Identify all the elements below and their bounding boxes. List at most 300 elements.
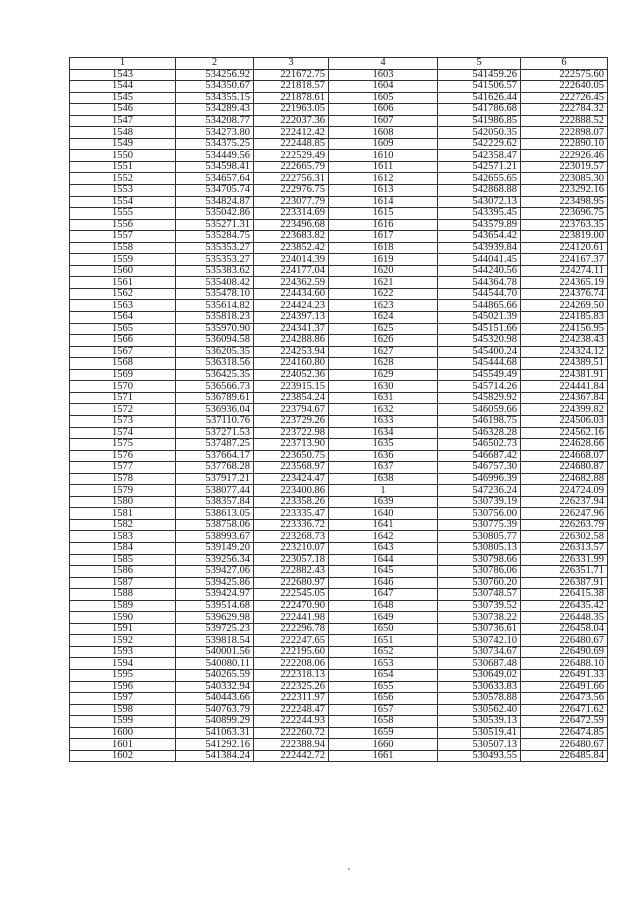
table-cell: 1552 bbox=[70, 173, 176, 185]
table-cell: 222470.90 bbox=[254, 600, 329, 612]
table-cell: 539256.34 bbox=[176, 554, 254, 566]
table-cell: 1603 bbox=[329, 69, 438, 81]
table-cell: 530786.06 bbox=[438, 566, 521, 578]
table-cell: 541063.31 bbox=[176, 727, 254, 739]
table-row bbox=[70, 358, 608, 370]
table-cell: 224628.66 bbox=[521, 439, 608, 451]
table-row bbox=[70, 439, 608, 451]
table-cell: 1584 bbox=[70, 542, 176, 554]
table-cell: 224399.82 bbox=[521, 404, 608, 416]
table-row bbox=[70, 369, 608, 381]
table-cell: 1604 bbox=[329, 81, 438, 93]
table-cell: 1617 bbox=[329, 231, 438, 243]
table-cell: 1578 bbox=[70, 473, 176, 485]
table-cell: 545400.24 bbox=[438, 346, 521, 358]
table-cell: 1588 bbox=[70, 589, 176, 601]
table-cell: 1615 bbox=[329, 208, 438, 220]
table-cell: 1611 bbox=[329, 161, 438, 173]
table-cell: 223498.95 bbox=[521, 196, 608, 208]
table-cell: 1563 bbox=[70, 300, 176, 312]
table-cell: 226473.56 bbox=[521, 693, 608, 705]
table-cell: 530760.20 bbox=[438, 577, 521, 589]
table-cell: 1551 bbox=[70, 161, 176, 173]
table-cell: 1631 bbox=[329, 392, 438, 404]
table-cell: 1638 bbox=[329, 473, 438, 485]
table-cell: 1550 bbox=[70, 150, 176, 162]
table-cell: 226302.58 bbox=[521, 531, 608, 543]
table-cell: 546757.30 bbox=[438, 462, 521, 474]
table-cell: 1577 bbox=[70, 462, 176, 474]
table-cell: 226263.79 bbox=[521, 519, 608, 531]
table-cell: 222037.36 bbox=[254, 115, 329, 127]
table-cell: 544865.66 bbox=[438, 300, 521, 312]
table-cell: 222311.97 bbox=[254, 693, 329, 705]
table-row bbox=[70, 173, 608, 185]
table-cell: 224668.07 bbox=[521, 450, 608, 462]
table-cell: 222441.98 bbox=[254, 612, 329, 624]
table-row bbox=[70, 589, 608, 601]
table-cell: 530633.83 bbox=[438, 681, 521, 693]
table-cell: 226480.67 bbox=[521, 739, 608, 751]
table-cell: 223713.90 bbox=[254, 439, 329, 451]
table-row bbox=[70, 658, 608, 670]
table-cell: 223852.42 bbox=[254, 242, 329, 254]
table-cell: 1616 bbox=[329, 219, 438, 231]
table-cell: 534705.74 bbox=[176, 185, 254, 197]
table-cell: 224376.74 bbox=[521, 288, 608, 300]
table-cell: 1544 bbox=[70, 81, 176, 93]
table-cell: 535408.42 bbox=[176, 277, 254, 289]
table-cell: 542050.35 bbox=[438, 127, 521, 139]
table-cell: 1546 bbox=[70, 104, 176, 116]
table-cell: 1641 bbox=[329, 519, 438, 531]
table-cell: 1602 bbox=[70, 750, 176, 762]
table-cell: 530738.22 bbox=[438, 612, 521, 624]
table-cell: 223854.24 bbox=[254, 392, 329, 404]
table-cell: 224562.16 bbox=[521, 427, 608, 439]
table-cell: 541384.24 bbox=[176, 750, 254, 762]
table-cell: 222756.31 bbox=[254, 173, 329, 185]
table-cell: 224397.13 bbox=[254, 312, 329, 324]
table-row bbox=[70, 231, 608, 243]
table-cell: 534449.56 bbox=[176, 150, 254, 162]
table-cell: 222318.13 bbox=[254, 669, 329, 681]
table-cell: 1598 bbox=[70, 704, 176, 716]
table-cell: 536566.73 bbox=[176, 381, 254, 393]
table-cell: 1613 bbox=[329, 185, 438, 197]
table-cell: 530519.41 bbox=[438, 727, 521, 739]
table-cell: 530736.61 bbox=[438, 623, 521, 635]
table-cell: 224680.87 bbox=[521, 462, 608, 474]
table-row bbox=[70, 323, 608, 335]
table-row bbox=[70, 635, 608, 647]
table-cell: 543939.84 bbox=[438, 242, 521, 254]
table-cell: 1620 bbox=[329, 265, 438, 277]
table-cell: 224324.12 bbox=[521, 346, 608, 358]
table-cell: 222247.65 bbox=[254, 635, 329, 647]
table-cell: 1599 bbox=[70, 716, 176, 728]
table-cell: 534355.15 bbox=[176, 92, 254, 104]
table-row bbox=[70, 127, 608, 139]
table-cell: 1635 bbox=[329, 439, 438, 451]
table-row bbox=[70, 138, 608, 150]
table-cell: 226491.66 bbox=[521, 681, 608, 693]
table-cell: 1591 bbox=[70, 623, 176, 635]
table-row bbox=[70, 254, 608, 266]
table-cell: 542571.21 bbox=[438, 161, 521, 173]
table-cell: 1627 bbox=[329, 346, 438, 358]
table-cell: 1639 bbox=[329, 496, 438, 508]
table-cell: 223496.68 bbox=[254, 219, 329, 231]
table-cell: 540763.79 bbox=[176, 704, 254, 716]
table-cell: 224362.59 bbox=[254, 277, 329, 289]
table-cell: 1549 bbox=[70, 138, 176, 150]
table-cell: 530805.77 bbox=[438, 531, 521, 543]
table-cell: 224156.95 bbox=[521, 323, 608, 335]
table-row bbox=[70, 69, 608, 81]
table-row bbox=[70, 727, 608, 739]
table-cell: 542229.62 bbox=[438, 138, 521, 150]
table-cell: 541292.16 bbox=[176, 739, 254, 751]
table-row bbox=[70, 508, 608, 520]
table-row bbox=[70, 485, 608, 497]
table-cell: 222926.46 bbox=[521, 150, 608, 162]
table-cell: 539629.98 bbox=[176, 612, 254, 624]
table-cell: 222890.10 bbox=[521, 138, 608, 150]
table-cell: 540899.29 bbox=[176, 716, 254, 728]
table-cell: 540332.94 bbox=[176, 681, 254, 693]
table-row bbox=[70, 681, 608, 693]
table-cell: 541506.57 bbox=[438, 81, 521, 93]
table-cell: 224381.91 bbox=[521, 369, 608, 381]
table-cell: 534289.43 bbox=[176, 104, 254, 116]
table-cell: 1633 bbox=[329, 415, 438, 427]
table-cell: 534375.25 bbox=[176, 138, 254, 150]
table-cell: 536425.35 bbox=[176, 369, 254, 381]
table-cell: 223314.69 bbox=[254, 208, 329, 220]
table-cell: 540443.66 bbox=[176, 693, 254, 705]
table-cell: 221672.75 bbox=[254, 69, 329, 81]
table-cell: 1605 bbox=[329, 92, 438, 104]
table-cell: 1587 bbox=[70, 577, 176, 589]
table-cell: 222545.05 bbox=[254, 589, 329, 601]
table-cell: 540265.59 bbox=[176, 669, 254, 681]
table-cell: 1557 bbox=[70, 231, 176, 243]
table-cell: 530739.19 bbox=[438, 496, 521, 508]
table-cell: 1547 bbox=[70, 115, 176, 127]
table-cell: 543395.45 bbox=[438, 208, 521, 220]
table-cell: 538993.67 bbox=[176, 531, 254, 543]
table-row bbox=[70, 265, 608, 277]
table-cell: 545549.49 bbox=[438, 369, 521, 381]
table-cell: 223085.30 bbox=[521, 173, 608, 185]
table-cell: 222680.97 bbox=[254, 577, 329, 589]
table-cell: 1657 bbox=[329, 704, 438, 716]
table-cell: 224434.60 bbox=[254, 288, 329, 300]
table-cell: 535353.27 bbox=[176, 254, 254, 266]
table-cell: 222575.60 bbox=[521, 69, 608, 81]
table-cell: 226331.99 bbox=[521, 554, 608, 566]
table-row bbox=[70, 716, 608, 728]
table-cell: 223336.72 bbox=[254, 519, 329, 531]
table-row bbox=[70, 404, 608, 416]
table-cell: 538613.05 bbox=[176, 508, 254, 520]
table-cell: 547236.24 bbox=[438, 485, 521, 497]
table-cell: 1560 bbox=[70, 265, 176, 277]
table-row bbox=[70, 669, 608, 681]
table-row bbox=[70, 104, 608, 116]
table-cell: 1642 bbox=[329, 531, 438, 543]
table-cell: 541459.26 bbox=[438, 69, 521, 81]
table-cell: 224120.61 bbox=[521, 242, 608, 254]
table-row bbox=[70, 542, 608, 554]
table-cell: 530756.00 bbox=[438, 508, 521, 520]
table-cell: 222888.52 bbox=[521, 115, 608, 127]
table-row bbox=[70, 612, 608, 624]
table-cell: 1647 bbox=[329, 589, 438, 601]
table-cell: 546059.66 bbox=[438, 404, 521, 416]
table-cell: 1621 bbox=[329, 277, 438, 289]
table-cell: 222248.47 bbox=[254, 704, 329, 716]
table-cell: 1573 bbox=[70, 415, 176, 427]
table-cell: 224288.86 bbox=[254, 335, 329, 347]
table-cell: 223794.67 bbox=[254, 404, 329, 416]
table-cell: 224167.37 bbox=[521, 254, 608, 266]
table-cell: 1589 bbox=[70, 600, 176, 612]
table-cell: 226471.62 bbox=[521, 704, 608, 716]
table-cell: 226491.33 bbox=[521, 669, 608, 681]
table-cell: 540001.56 bbox=[176, 646, 254, 658]
table-cell: 543654.42 bbox=[438, 231, 521, 243]
table-cell: 536936.04 bbox=[176, 404, 254, 416]
table-cell: 226480.67 bbox=[521, 635, 608, 647]
table-cell: 536789.61 bbox=[176, 392, 254, 404]
table-cell: 1614 bbox=[329, 196, 438, 208]
table-cell: 226474.85 bbox=[521, 727, 608, 739]
table-cell: 223400.86 bbox=[254, 485, 329, 497]
table-row bbox=[70, 312, 608, 324]
table-cell: 530539.13 bbox=[438, 716, 521, 728]
table-cell: 1595 bbox=[70, 669, 176, 681]
table-cell: 1597 bbox=[70, 693, 176, 705]
table-row bbox=[70, 496, 608, 508]
table-cell: 1543 bbox=[70, 69, 176, 81]
table-row bbox=[70, 335, 608, 347]
table-cell: 535353.27 bbox=[176, 242, 254, 254]
table-cell: 1576 bbox=[70, 450, 176, 462]
table-cell: 223729.26 bbox=[254, 415, 329, 427]
table-cell: 223268.73 bbox=[254, 531, 329, 543]
table-cell: 1644 bbox=[329, 554, 438, 566]
table-cell: 1659 bbox=[329, 727, 438, 739]
table-cell: 530649.02 bbox=[438, 669, 521, 681]
table-row bbox=[70, 242, 608, 254]
table-cell: 1575 bbox=[70, 439, 176, 451]
table-cell: 1581 bbox=[70, 508, 176, 520]
table-cell: 537487.25 bbox=[176, 439, 254, 451]
table-cell: 224052.36 bbox=[254, 369, 329, 381]
table-cell: 536094.58 bbox=[176, 335, 254, 347]
table-cell: 542655.65 bbox=[438, 173, 521, 185]
table-cell: 224238.43 bbox=[521, 335, 608, 347]
table-cell: 535614.82 bbox=[176, 300, 254, 312]
table-cell: 535818.23 bbox=[176, 312, 254, 324]
table-cell: 545444.68 bbox=[438, 358, 521, 370]
table-cell: 1607 bbox=[329, 115, 438, 127]
table-cell: 222529.49 bbox=[254, 150, 329, 162]
table-cell: 1565 bbox=[70, 323, 176, 335]
table-row bbox=[70, 600, 608, 612]
table-cell: 539149.20 bbox=[176, 542, 254, 554]
table-row bbox=[70, 739, 608, 751]
table-cell: 222442.72 bbox=[254, 750, 329, 762]
table-row bbox=[70, 185, 608, 197]
table-cell: 1624 bbox=[329, 312, 438, 324]
table-cell: 534350.67 bbox=[176, 81, 254, 93]
table-cell: 530775.39 bbox=[438, 519, 521, 531]
table-cell: 538758.06 bbox=[176, 519, 254, 531]
table-row bbox=[70, 646, 608, 658]
table-cell: 1618 bbox=[329, 242, 438, 254]
table-cell: 223696.75 bbox=[521, 208, 608, 220]
table-cell: 1574 bbox=[70, 427, 176, 439]
table-cell: 539514.68 bbox=[176, 600, 254, 612]
table-cell: 1610 bbox=[329, 150, 438, 162]
table-row bbox=[70, 81, 608, 93]
table-cell: 544240.56 bbox=[438, 265, 521, 277]
column-header: 2 bbox=[176, 58, 254, 70]
table-cell: 546198.75 bbox=[438, 415, 521, 427]
table-cell: 1592 bbox=[70, 635, 176, 647]
table-cell: 1652 bbox=[329, 646, 438, 658]
table-cell: 222244.93 bbox=[254, 716, 329, 728]
table-cell: 1582 bbox=[70, 519, 176, 531]
table-row bbox=[70, 554, 608, 566]
table-cell: 224682.88 bbox=[521, 473, 608, 485]
table-cell: 224441.84 bbox=[521, 381, 608, 393]
table-cell: 537664.17 bbox=[176, 450, 254, 462]
table-cell: 222665.79 bbox=[254, 161, 329, 173]
table-cell: 1600 bbox=[70, 727, 176, 739]
table-cell: 1654 bbox=[329, 669, 438, 681]
table-cell: 1661 bbox=[329, 750, 438, 762]
table-row bbox=[70, 623, 608, 635]
table-cell: 224185.83 bbox=[521, 312, 608, 324]
table-cell: 222976.75 bbox=[254, 185, 329, 197]
table-cell: 545021.39 bbox=[438, 312, 521, 324]
table-cell: 1596 bbox=[70, 681, 176, 693]
table-cell: 1562 bbox=[70, 288, 176, 300]
table-row bbox=[70, 462, 608, 474]
table-cell: 226485.84 bbox=[521, 750, 608, 762]
table-cell: 539425.86 bbox=[176, 577, 254, 589]
table-cell: 221878.61 bbox=[254, 92, 329, 104]
table-header-row bbox=[70, 58, 608, 70]
table-cell: 222784.32 bbox=[521, 104, 608, 116]
table-cell: 222388.94 bbox=[254, 739, 329, 751]
table-cell: 535284.75 bbox=[176, 231, 254, 243]
table-row bbox=[70, 577, 608, 589]
table-cell: 226247.96 bbox=[521, 508, 608, 520]
column-header: 4 bbox=[329, 58, 438, 70]
table-cell: 223763.35 bbox=[521, 219, 608, 231]
table-cell: 538077.44 bbox=[176, 485, 254, 497]
table-cell: 224269.50 bbox=[521, 300, 608, 312]
table-cell: 224506.03 bbox=[521, 415, 608, 427]
table-cell: 545829.92 bbox=[438, 392, 521, 404]
table-row bbox=[70, 208, 608, 220]
table-cell: 222195.60 bbox=[254, 646, 329, 658]
table-cell: 1548 bbox=[70, 127, 176, 139]
table-cell: 222208.06 bbox=[254, 658, 329, 670]
table-cell: 530739.52 bbox=[438, 600, 521, 612]
table-cell: 544364.78 bbox=[438, 277, 521, 289]
table-cell: 1646 bbox=[329, 577, 438, 589]
table-cell: 226435.42 bbox=[521, 600, 608, 612]
table-cell: 222448.85 bbox=[254, 138, 329, 150]
table-row bbox=[70, 346, 608, 358]
table-cell: 530734.67 bbox=[438, 646, 521, 658]
table-cell: 223650.75 bbox=[254, 450, 329, 462]
table-cell: 534824.87 bbox=[176, 196, 254, 208]
table-cell: 1559 bbox=[70, 254, 176, 266]
table-cell: 1561 bbox=[70, 277, 176, 289]
table-row bbox=[70, 450, 608, 462]
table-cell: 224014.39 bbox=[254, 254, 329, 266]
table-cell: 1567 bbox=[70, 346, 176, 358]
table-cell: 1628 bbox=[329, 358, 438, 370]
table-row bbox=[70, 704, 608, 716]
table-cell: 1556 bbox=[70, 219, 176, 231]
table-cell: 226490.69 bbox=[521, 646, 608, 658]
table-cell: 1626 bbox=[329, 335, 438, 347]
table-cell: 222260.72 bbox=[254, 727, 329, 739]
table-cell: 226458.04 bbox=[521, 623, 608, 635]
table-cell: 1566 bbox=[70, 335, 176, 347]
table-cell: 1656 bbox=[329, 693, 438, 705]
table-cell: 534256.92 bbox=[176, 69, 254, 81]
table-cell: 223819.00 bbox=[521, 231, 608, 243]
table-row bbox=[70, 531, 608, 543]
table-cell: 530578.88 bbox=[438, 693, 521, 705]
table-cell: 537271.53 bbox=[176, 427, 254, 439]
table-cell: 1645 bbox=[329, 566, 438, 578]
table-cell: 1636 bbox=[329, 450, 438, 462]
table-cell: 1653 bbox=[329, 658, 438, 670]
table-cell: 546687.42 bbox=[438, 450, 521, 462]
table-cell: 546996.39 bbox=[438, 473, 521, 485]
table-cell: 1579 bbox=[70, 485, 176, 497]
table-row bbox=[70, 219, 608, 231]
table-row bbox=[70, 196, 608, 208]
table-cell: 221963.05 bbox=[254, 104, 329, 116]
table-cell: 530805.13 bbox=[438, 542, 521, 554]
column-header: 1 bbox=[70, 58, 176, 70]
table-cell: 546502.73 bbox=[438, 439, 521, 451]
table-row bbox=[70, 415, 608, 427]
table-cell: 1571 bbox=[70, 392, 176, 404]
table-cell: 224274.11 bbox=[521, 265, 608, 277]
table-row bbox=[70, 115, 608, 127]
table-cell: 222640.05 bbox=[521, 81, 608, 93]
table-cell: 1569 bbox=[70, 369, 176, 381]
table-cell: 224424.23 bbox=[254, 300, 329, 312]
table-cell: 226313.57 bbox=[521, 542, 608, 554]
table-row bbox=[70, 300, 608, 312]
table-cell: 1608 bbox=[329, 127, 438, 139]
table-cell: 537917.21 bbox=[176, 473, 254, 485]
table-cell: 543579.89 bbox=[438, 219, 521, 231]
